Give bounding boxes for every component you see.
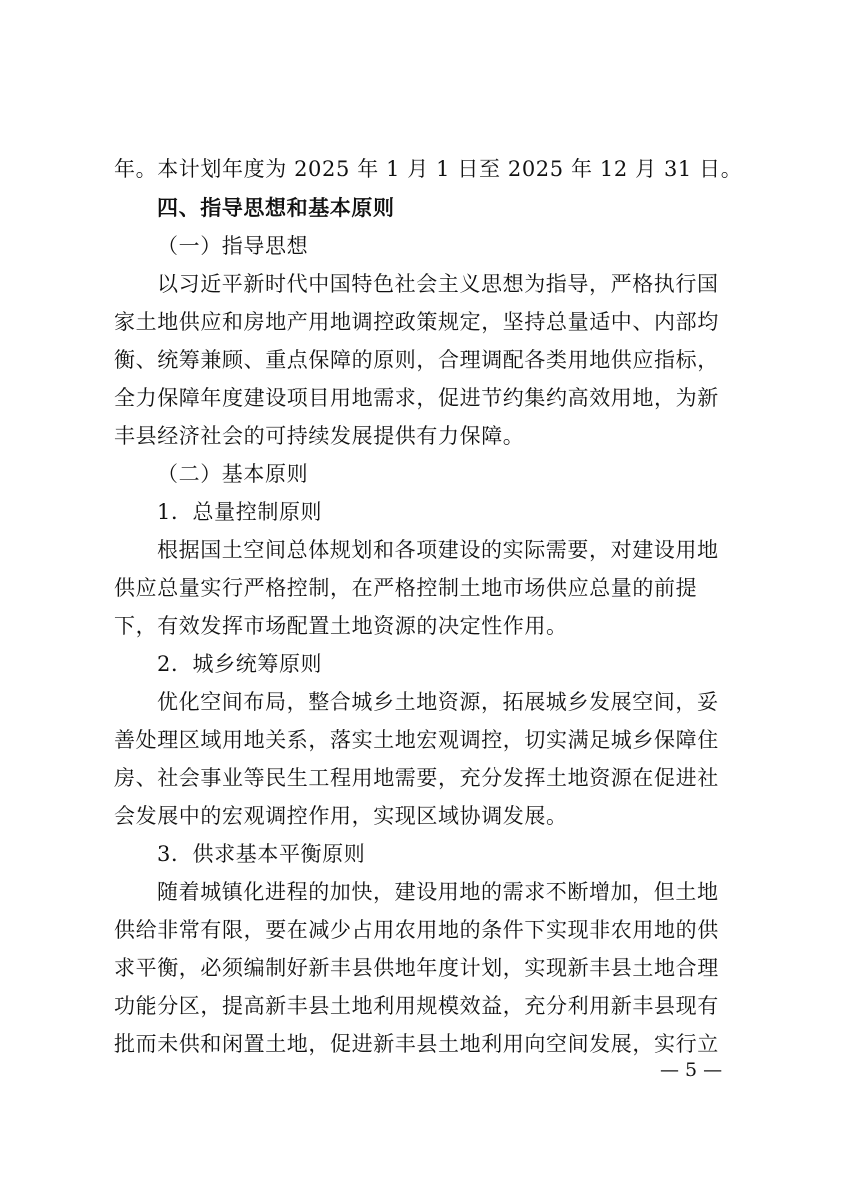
subheading-basic-principles: （二）基本原则 xyxy=(157,462,309,486)
paragraph-line-1: 年。本计划年度为 2025 年 1 月 1 日至 2025 年 12 月 31 日。 xyxy=(114,157,743,181)
paragraph-line-16: 求平衡，必须编制好新丰县供地年度计划，实现新丰县土地合理 xyxy=(114,956,719,980)
paragraph-line-17: 功能分区，提高新丰县土地利用规模效益，充分利用新丰县现有 xyxy=(114,994,719,1018)
paragraph-line-8: 供应总量实行严格控制，在严格控制土地市场供应总量的前提 xyxy=(114,576,698,600)
paragraph-line-12: 房、社会事业等民生工程用地需要，充分发挥土地资源在促进社 xyxy=(114,766,719,790)
principle-heading-3: 3．供求基本平衡原则 xyxy=(157,842,366,866)
paragraph-line-4: 衡、统筹兼顾、重点保障的原则，合理调配各类用地供应指标， xyxy=(114,348,719,372)
page-number: — 5 — xyxy=(660,1059,723,1081)
principle-heading-1: 1．总量控制原则 xyxy=(157,500,323,524)
paragraph-line-18: 批而未供和闲置土地，促进新丰县土地利用向空间发展，实行立 xyxy=(114,1032,719,1056)
paragraph-line-3: 家土地供应和房地产用地调控政策规定，坚持总量适中、内部均 xyxy=(114,310,719,334)
subheading-guiding-thought: （一）指导思想 xyxy=(157,234,309,258)
paragraph-line-13: 会发展中的宏观调控作用，实现区域协调发展。 xyxy=(114,804,568,828)
paragraph-line-5: 全力保障年度建设项目用地需求，促进节约集约高效用地，为新 xyxy=(114,386,719,410)
paragraph-line-6: 丰县经济社会的可持续发展提供有力保障。 xyxy=(114,424,525,448)
paragraph-line-15: 供给非常有限，要在减少占用农用地的条件下实现非农用地的供 xyxy=(114,918,719,942)
paragraph-line-7: 根据国土空间总体规划和各项建设的实际需要，对建设用地 xyxy=(157,538,719,562)
paragraph-line-14: 随着城镇化进程的加快，建设用地的需求不断增加，但土地 xyxy=(157,880,719,904)
paragraph-line-11: 善处理区域用地关系，落实土地宏观调控，切实满足城乡保障住 xyxy=(114,728,719,752)
principle-heading-2: 2．城乡统筹原则 xyxy=(157,652,323,676)
paragraph-line-10: 优化空间布局，整合城乡土地资源，拓展城乡发展空间，妥 xyxy=(157,690,719,714)
paragraph-line-9: 下，有效发挥市场配置土地资源的决定性作用。 xyxy=(114,614,568,638)
section-heading-4: 四、指导思想和基本原则 xyxy=(157,196,395,220)
paragraph-line-2: 以习近平新时代中国特色社会主义思想为指导，严格执行国 xyxy=(157,272,719,296)
